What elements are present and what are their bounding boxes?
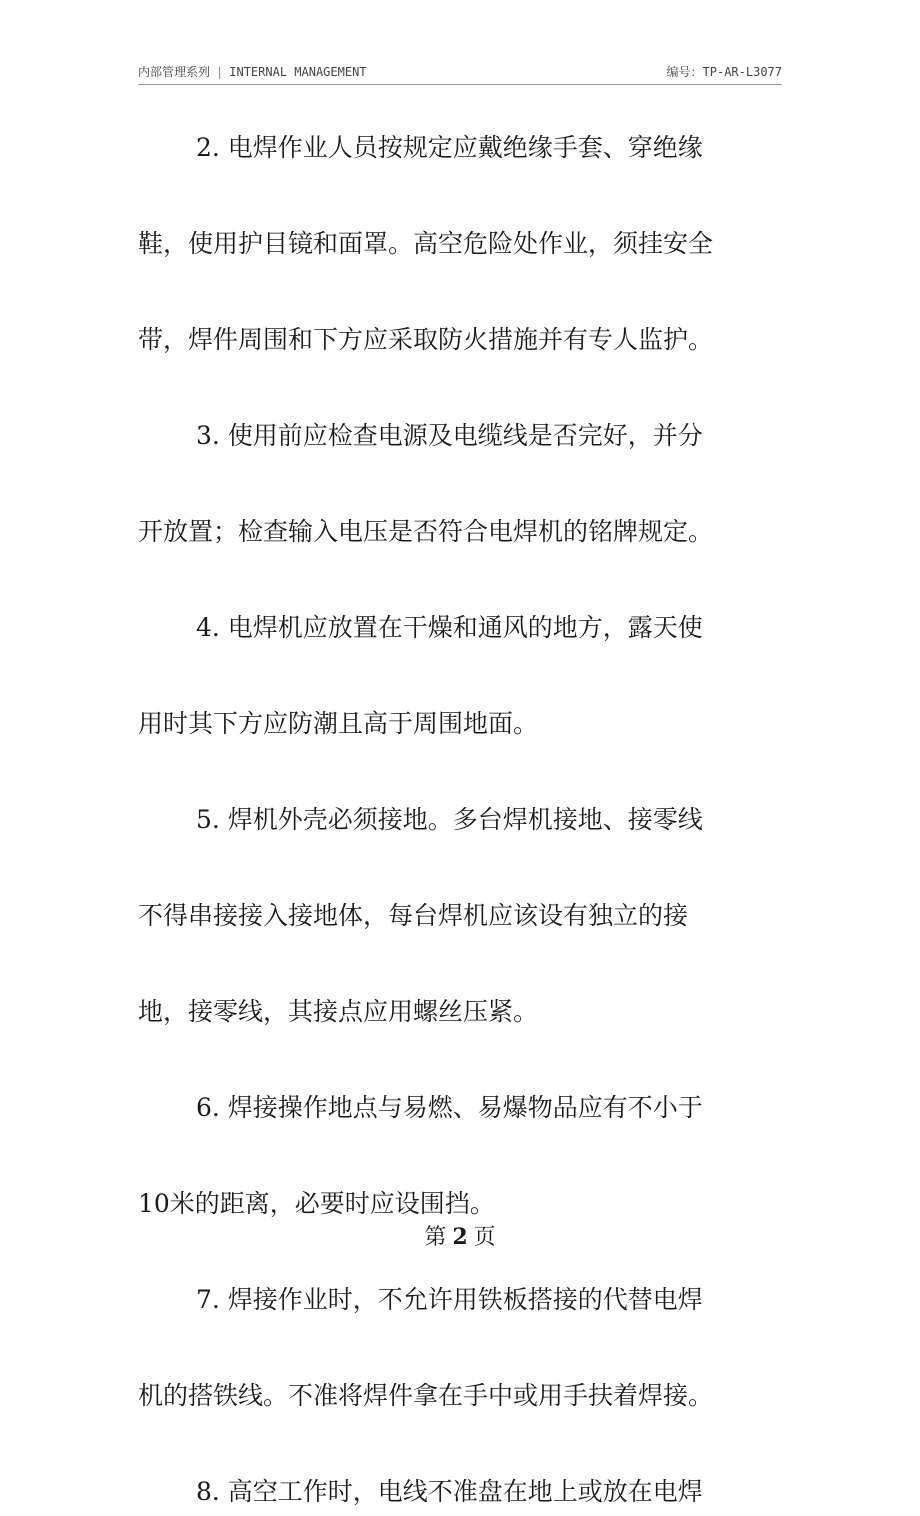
paragraph-line: 开放置；检查输入电压是否符合电焊机的铭牌规定。 xyxy=(138,517,714,546)
header-series: 内部管理系列 xyxy=(138,65,211,79)
document-code: 编号：TP-AR-L3077 xyxy=(666,65,782,79)
page-header xyxy=(138,62,782,85)
paragraph-line: 用时其下方应防潮且高于周围地面。 xyxy=(138,709,539,738)
paragraph-line: 不得串接接入接地体，每台焊机应该设有独立的接 xyxy=(138,901,689,930)
header-separator: | xyxy=(216,65,224,79)
paragraph-line: 鞋，使用护目镜和面罩。高空危险处作业，须挂安全 xyxy=(138,229,714,258)
paragraph-line: 带，焊件周围和下方应采取防火措施并有专人监护。 xyxy=(138,325,714,354)
paragraph-line: 6. 焊接操作地点与易燃、易爆物品应有不小于 xyxy=(196,1093,703,1122)
paragraph-line: 7. 焊接作业时，不允许用铁板搭接的代替电焊 xyxy=(196,1285,703,1314)
paragraph-line: 3. 使用前应检查电源及电缆线是否完好，并分 xyxy=(196,421,703,450)
page-number: 2 xyxy=(452,1224,468,1250)
paragraph-line: 5. 焊机外壳必须接地。多台焊机接地、接零线 xyxy=(196,805,703,834)
paragraph-line: 地，接零线，其接点应用螺丝压紧。 xyxy=(138,997,539,1026)
paragraph-line: 2. 电焊作业人员按规定应戴绝缘手套、穿绝缘 xyxy=(196,133,703,162)
document-body xyxy=(138,124,782,1516)
paragraph-line: 4. 电焊机应放置在干燥和通风的地方，露天使 xyxy=(196,613,703,642)
paragraph-line: 机的搭铁线。不准将焊件拿在手中或用手扶着焊接。 xyxy=(138,1381,714,1410)
page-footer xyxy=(0,1222,920,1253)
page-label-prefix: 第 xyxy=(424,1225,447,1250)
header-left xyxy=(138,62,367,82)
paragraph-line: 10米的距离，必要时应设围挡。 xyxy=(138,1189,495,1218)
paragraph-line: 8. 高空工作时，电线不准盘在地上或放在电焊 xyxy=(196,1477,703,1506)
page-label-suffix: 页 xyxy=(473,1225,496,1250)
header-english-title: INTERNAL MANAGEMENT xyxy=(229,65,367,79)
